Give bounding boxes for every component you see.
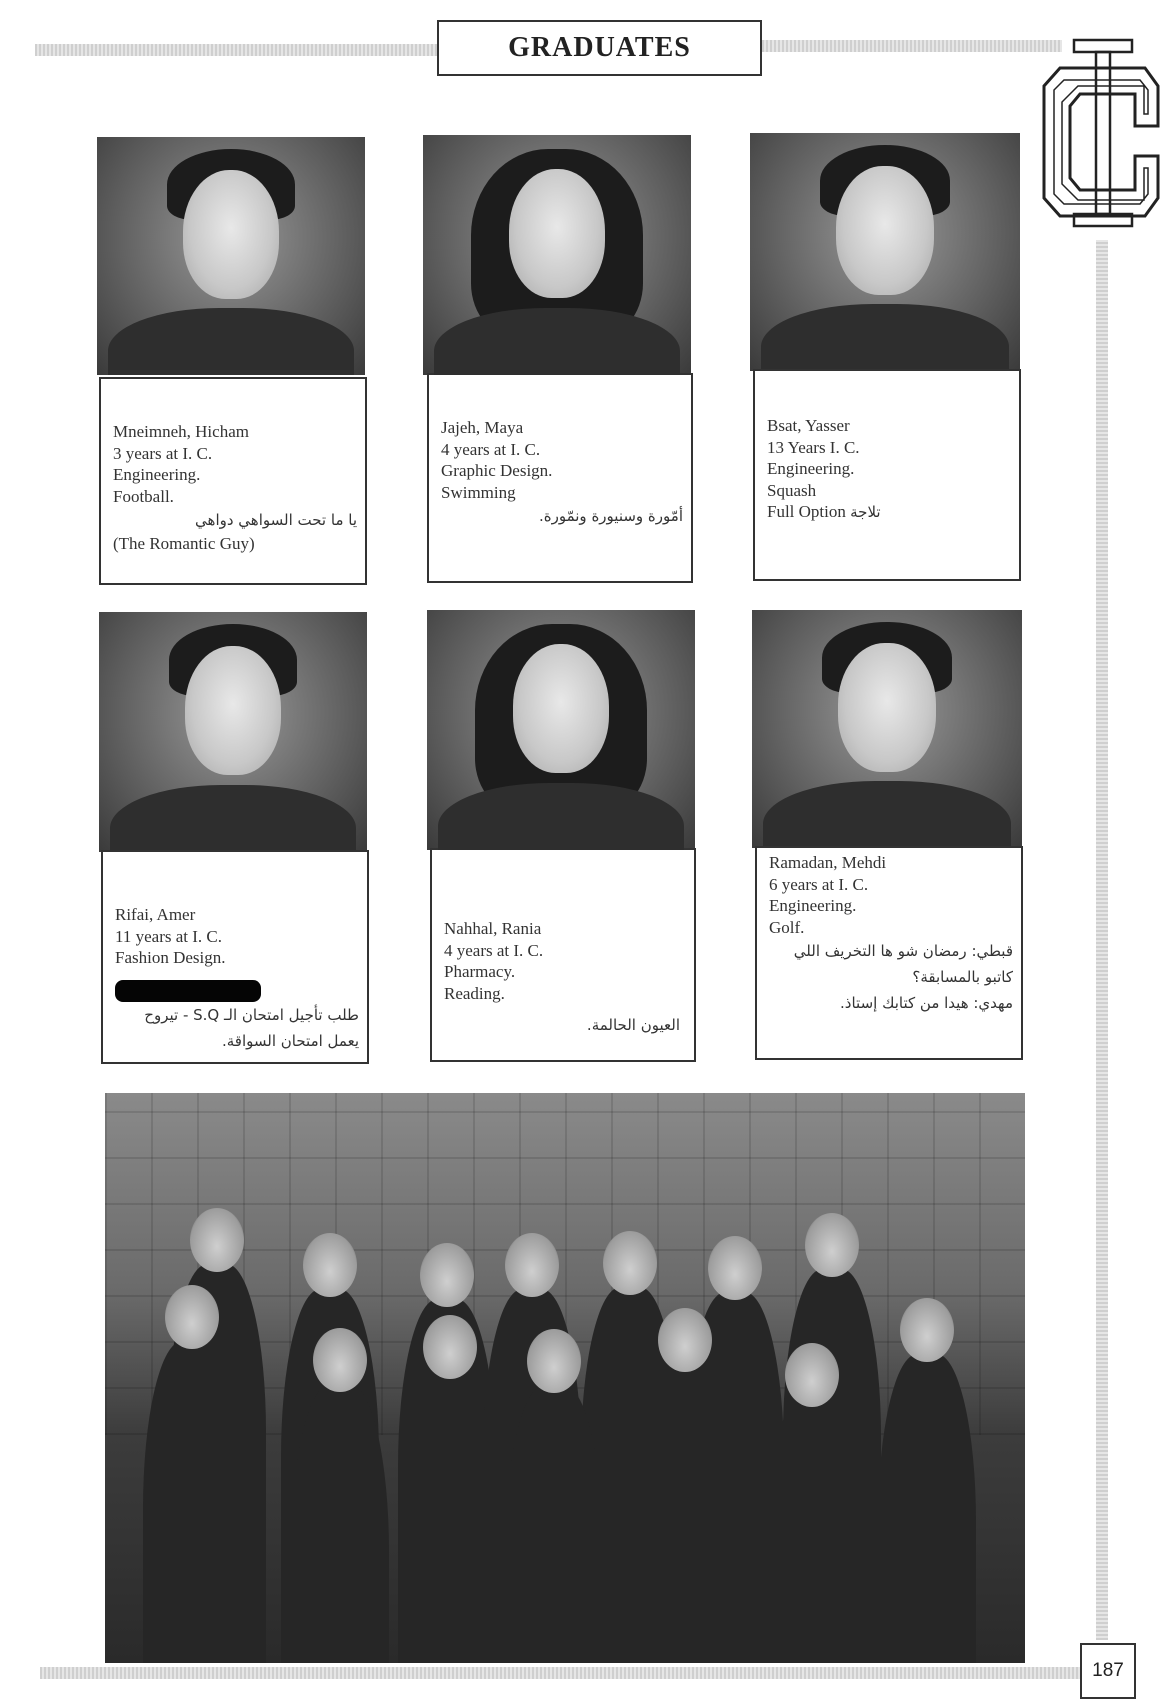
graduate-major: Engineering.	[767, 459, 855, 478]
graduate-quote: طلب تأجيل امتحان الـ S.Q - تيروح	[144, 1006, 359, 1024]
graduate-name: Nahhal, Rania	[444, 919, 542, 938]
graduate-years: 4 years at I. C.	[441, 439, 541, 459]
ic-logo-icon	[1040, 38, 1165, 243]
graduate-name: Rifai, Amer	[115, 905, 196, 924]
graduate-hobby: Football.	[113, 486, 174, 506]
graduate-card	[99, 377, 367, 585]
graduate-quote-latin: Full Option	[767, 502, 846, 521]
graduate-years: 13 Years I. C.	[767, 437, 860, 457]
graduate-name: Mneimneh, Hicham	[113, 422, 249, 441]
graduate-years: 3 years at I. C.	[113, 443, 213, 463]
graduate-name: Ramadan, Mehdi	[769, 853, 887, 872]
portrait-photo	[99, 612, 367, 852]
graduate-major: Graphic Design.	[441, 461, 553, 480]
graduate-name: Jajeh, Maya	[441, 418, 524, 437]
graduate-years: 6 years at I. C.	[769, 874, 869, 894]
graduate-card	[755, 846, 1023, 1060]
portrait-photo	[752, 610, 1022, 848]
graduate-name: Bsat, Yasser	[767, 416, 850, 435]
redaction-mark	[115, 980, 261, 1002]
page-number: 187	[1080, 1643, 1136, 1699]
graduate-card	[753, 369, 1021, 581]
graduate-card	[101, 850, 369, 1064]
top-stripe-right	[762, 40, 1062, 52]
graduate-quote: يعمل امتحان السواقة.	[222, 1032, 359, 1050]
graduate-quote: أمّورة وسنيورة ونمّورة.	[538, 507, 683, 525]
group-photo	[105, 1093, 1025, 1663]
graduate-hobby: Golf.	[769, 917, 805, 937]
graduate-quote: مهدي: هيدا من كتابك إستاذ.	[840, 994, 1013, 1012]
graduate-quote-arabic: تلاجة	[850, 503, 881, 521]
portrait-photo	[427, 610, 695, 850]
graduate-major: Engineering.	[769, 896, 857, 915]
graduate-years: 11 years at I. C.	[115, 926, 223, 946]
graduate-years: 4 years at I. C.	[444, 940, 544, 960]
top-stripe-left	[35, 44, 437, 56]
graduate-card	[427, 373, 693, 583]
portrait-photo	[750, 133, 1020, 371]
graduate-nickname: (The Romantic Guy)	[113, 534, 255, 553]
right-stripe	[1096, 240, 1108, 1640]
portrait-photo	[97, 137, 365, 375]
page-title: GRADUATES	[437, 20, 762, 76]
graduate-major: Fashion Design.	[115, 948, 226, 967]
graduate-quote-line	[767, 501, 1011, 524]
graduate-hobby: Swimming	[441, 482, 516, 502]
bottom-stripe	[40, 1667, 1080, 1679]
graduate-quote: يا ما تحت السواهي دواهي	[195, 511, 357, 529]
graduate-major: Engineering.	[113, 465, 201, 484]
graduate-quote: العيون الحالمة.	[586, 1016, 680, 1034]
graduate-hobby: Reading.	[444, 983, 505, 1003]
graduate-quote: قبطي: رمضان شو ها التخريف اللي	[793, 942, 1013, 960]
graduate-major: Pharmacy.	[444, 962, 516, 981]
graduate-hobby: Squash	[767, 480, 817, 500]
graduate-card	[430, 848, 696, 1062]
graduate-quote: كاتبو بالمسابقة؟	[912, 968, 1013, 986]
portrait-photo	[423, 135, 691, 375]
